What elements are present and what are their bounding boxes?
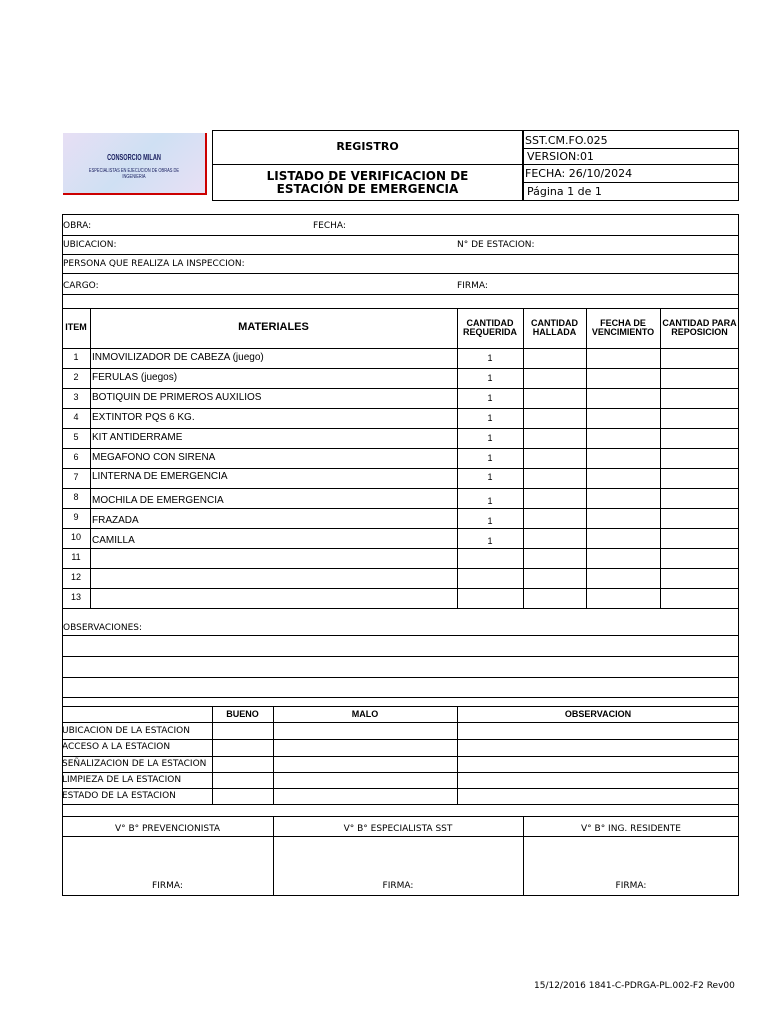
- registro-label: REGISTRO: [336, 140, 399, 153]
- row-cantidad-requerida: 1: [487, 496, 493, 506]
- row-cantidad-requerida: 1: [487, 433, 493, 443]
- form-date: FECHA: 26/10/2024: [525, 167, 633, 180]
- col-item-header: ITEM: [65, 322, 87, 332]
- row-cantidad-requerida: 1: [487, 393, 493, 403]
- col-materiales-header: MATERIALES: [238, 321, 309, 333]
- inspector-label: PERSONA QUE REALIZA LA INSPECCION:: [63, 259, 245, 269]
- malo-header: MALO: [351, 709, 379, 719]
- logo-title: CONSORCIO MILAN: [107, 153, 161, 162]
- row-material: INMOVILIZADOR DE CABEZA (juego): [92, 352, 264, 363]
- especialista-signoff: V° B° ESPECIALISTA SST: [343, 824, 453, 834]
- company-logo: [63, 133, 207, 195]
- row-item-number: 12: [70, 572, 81, 582]
- row-item-number: 7: [73, 472, 79, 482]
- row-material: FRAZADA: [92, 515, 139, 526]
- estado-row-label: SEÑALIZACION DE LA ESTACION: [62, 759, 207, 769]
- row-item-number: 6: [73, 452, 79, 462]
- row-item-number: 5: [73, 432, 79, 442]
- ubicacion-label: UBICACION:: [63, 240, 117, 250]
- estado-row-label: ACCESO A LA ESTACION: [62, 742, 171, 752]
- form-title-line1: LISTADO DE VERIFICACION DE: [266, 169, 469, 183]
- row-cantidad-requerida: 1: [487, 453, 493, 463]
- firma-label: FIRMA:: [457, 281, 488, 291]
- row-material: LINTERNA DE EMERGENCIA: [92, 471, 228, 482]
- row-item-number: 10: [70, 532, 81, 542]
- bueno-header: BUENO: [226, 709, 259, 719]
- estado-row-label: ESTADO DE LA ESTACION: [62, 791, 176, 801]
- row-item-number: 8: [73, 492, 79, 502]
- estacion-number-label: N° DE ESTACION:: [457, 240, 535, 250]
- row-item-number: 2: [73, 372, 79, 382]
- residente-firma: FIRMA:: [615, 881, 647, 891]
- row-cantidad-requerida: 1: [487, 413, 493, 423]
- form-version: VERSION:01: [527, 150, 594, 163]
- row-item-number: 1: [73, 352, 79, 362]
- row-item-number: 9: [73, 512, 79, 522]
- col-hallada-header: CANTIDAD HALLADA: [531, 318, 578, 337]
- especialista-firma: FIRMA:: [382, 881, 414, 891]
- fecha-label: FECHA:: [313, 221, 346, 231]
- row-item-number: 11: [71, 552, 81, 562]
- prevencionista-signoff: V° B° PREVENCIONISTA: [114, 824, 221, 834]
- row-cantidad-requerida: 1: [487, 472, 493, 482]
- row-material: MEGAFONO CON SIRENA: [92, 452, 216, 463]
- row-item-number: 3: [73, 392, 79, 402]
- col-vencimiento-header: FECHA DE VENCIMIENTO: [591, 318, 655, 337]
- row-cantidad-requerida: 1: [487, 536, 493, 546]
- estado-row-label: LIMPIEZA DE LA ESTACION: [62, 775, 182, 785]
- row-cantidad-requerida: 1: [487, 516, 493, 526]
- col-reposicion-header: CANTIDAD PARA REPOSICION: [662, 318, 737, 337]
- row-material: EXTINTOR PQS 6 KG.: [92, 412, 195, 423]
- row-item-number: 4: [73, 412, 79, 422]
- row-item-number: 13: [70, 592, 81, 602]
- form-page: Página 1 de 1: [527, 185, 602, 198]
- observaciones-section: [62, 608, 739, 707]
- row-material: KIT ANTIDERRAME: [92, 432, 183, 443]
- row-material: MOCHILA DE EMERGENCIA: [92, 495, 224, 506]
- logo-subtitle: ESPECIALISTAS EN EJECUCION DE OBRAS DE INGENIERIA: [88, 168, 180, 180]
- form-code: SST.CM.FO.025: [525, 134, 608, 147]
- row-cantidad-requerida: 1: [487, 353, 493, 363]
- prevencionista-firma: FIRMA:: [152, 881, 183, 891]
- observaciones-label: OBSERVACIONES:: [63, 623, 143, 633]
- estado-row-label: UBICACION DE LA ESTACION: [62, 726, 190, 736]
- row-material: CAMILLA: [92, 535, 135, 546]
- row-cantidad-requerida: 1: [487, 373, 493, 383]
- row-material: FERULAS (juegos): [92, 372, 178, 383]
- col-requerida-header: CANTIDAD REQUERIDA: [462, 318, 517, 337]
- form-title-line2: ESTACIÓN DE EMERGENCIA: [276, 182, 459, 196]
- cargo-label: CARGO:: [63, 281, 99, 291]
- row-material: BOTIQUIN DE PRIMEROS AUXILIOS: [92, 392, 262, 403]
- footer-reference: 15/12/2016 1841-C-PDRGA-PL.002-F2 Rev00: [534, 981, 735, 991]
- residente-signoff: V° B° ING. RESIDENTE: [581, 824, 681, 834]
- observacion-header: OBSERVACION: [564, 709, 632, 719]
- obra-label: OBRA:: [63, 221, 92, 231]
